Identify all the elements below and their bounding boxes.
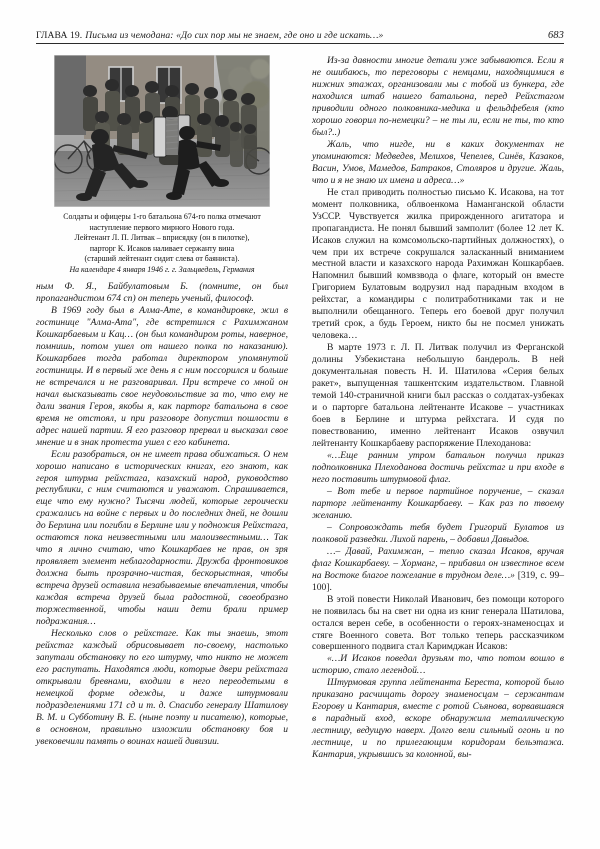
photograph [54, 55, 270, 207]
paragraph: Если разобраться, он не имеет права обижаться. О нем хорошо написано в исторических книгах, его знают, как героя штурма рейхстага, казахский народ, руководство республики, с ним считаются и уважают. Спрашивается, еще что ему нужно? Тысячи людей, которые героически сражались на войне с первых и до последних дней, не дошли до Берлина или погибли в Берлине или у подножия Рейхстага, остаются пока неизвестными или малоизвестными… Так что я лично считаю, что Кошкарбаев не прав, он зря проявляет элемент неблагодарности. Дружба фронтовиков должна быть прозрачно-чистая, бескорыстная, чтобы встреча друзей оставила незабываемые впечатления, чтобы каждая встреча друзей была радостной, своеобразно торжественной, чтобы наши дети брали пример подражания… [36, 448, 288, 628]
caption-line-4: парторг К. Исаков наливает сержанту вина [89, 243, 235, 253]
caption-line-1: Солдаты и офицеры 1-го батальона 674-го полка отмечают [63, 212, 261, 221]
paragraph: – Сопровождать тебя будет Григорий Булатов из полковой разведки. Лихой парень, – добавил Давыдов. [312, 521, 564, 545]
page-number: 683 [547, 30, 564, 41]
paragraph: В марте 1973 г. Л. П. Литвак получил из Ферганской долины Узбекистана небольшую бандероль. В ней документальная повесть Н. И. Шатилова «Серия белых ракет», выпущенная ташкентским издательством. Главной темой 140-страничной книги был рассказ о солдатах-узбеках и о парторге батальона лейтенанте Исакове – участниках боев в Берлине и штурма рейхстага. И судя по повествованию, именно лейтенант Исаков озвучил лейтенанту Кошкарбаеву распоряжение Плеходанова: [312, 342, 564, 449]
running-head [36, 30, 564, 44]
running-head-title: Письма из чемодана: «До сих пор мы не знаем, где оно и где искать…» [85, 30, 384, 41]
caption-line-5: (старший лейтенант сидит слева от баяниста). [84, 254, 240, 263]
paragraph: «…И Исаков поведал друзьям то, что потом вошло в историю, стало легендой… [312, 653, 564, 677]
figure-photo [36, 55, 288, 275]
quote-text: …– Давай, Рахимжан, – тепло сказал Исаков, вручая флаг Кошкарбаеву. – Хорманг, – прибавил он известное всем на Востоке благое пожелание в трудном деле…» [312, 545, 564, 581]
paragraph: – Вот тебе и первое партийное поручение, – сказал парторг лейтенанту Кошкарбаеву. – Как раз по твоему желанию. [312, 485, 564, 521]
caption-line-italic: На календаре 4 января 1946 г. г. Зальцведель, Германия [69, 264, 255, 274]
running-head-left [36, 30, 383, 41]
right-column-text [312, 55, 564, 761]
paragraph: Не стал приводить полностью письмо К. Исакова, на тот момент полковника, облвоенкома Наманганской области УзССР. Чувствуется жилка прирожденного агитатора и пропагандиста. Не понял бывший замполит (более 12 лет К. Исаков служил на комсомольско-партийных должностях), о чем при их встрече сокрушался заласканный вниманием местной власти и казахского народа Рахимжан Кошкарбаев. Напомнил бывший комвзвода о флаге, который он вместе Григорием Булатовым водрузил над парадным входом в рейхстаг, а командиры с политработниками так и не выполнили обещанного. Теперь его боевой друг получил третий срок, а будь Героем, никто бы не посмел унижать человека… [312, 186, 564, 342]
paragraph: Жаль, что нигде, ни в каких документах не упоминаются: Медведев, Мелихов, Чепелев, Синёв, Казаков, Васин, Умов, Мамедов, Батраков, Столяров и другие. Жаль, что и я не знаю их имена и адреса…» [312, 138, 564, 186]
paragraph: В 1969 году был в Алма-Ате, в командировке, жил в гостинице "Алма-Ата", где встретился с Рахимжаном Кошкарбаевым и Кац… (он был командиром роты, наверное, помнишь, потом ушел от нашего полка по наказанию). Кошкарбаев тогда работал директором упомянутой гостиницы. И в первый же день я с ним поссорился и больше не встречался и не разговаривал. При встрече со мной он начал высказывать свое неудовольствие за то, что ему не дали звания Героя, якобы я, как парторг батальона в свое время не отстоял, и при разговоре допустил пошлости в адрес нашей партии. Я его разговор прервал и высказал свое мнение и в знак протеста ушел с его кабинета. [36, 304, 288, 448]
paragraph-with-citation [312, 546, 564, 594]
right-column [312, 55, 564, 835]
paragraph: ным Ф. Я., Байбулатовым Б. (помните, он был пропагандистом 674 сп) он теперь ученый, философ. [36, 281, 288, 304]
paragraph: Несколько слов о рейхстаге. Как ты знаешь, этот рейхстаг каждый обрисовывает по-своему, настолько запутали обстановку по его штурму, что никто не может его распутать. Находятся люди, которые двери рейхстага открывали бревнами, входили в него переодетыми в немецкой форме одежды, и даже штурмовали подразделениями 171 сд и т. д. Спасибо генералу Шатилову В. М. и Субботину В. Е. (ныне поэту и писателю), которые, в основном, правильно изложили обстановку боя и увековечили память о воинах нашей дивизии. [36, 628, 288, 747]
paragraph: «…Еще ранним утром батальон получил приказ подполковника Плеходанова достичь рейхстаг и при входе в него поставить штурмовой флаг. [312, 449, 564, 485]
caption-line-3: Лейтенант Л. П. Литвак – вприсядку (он в пилотке), [74, 233, 250, 242]
left-column [36, 55, 288, 835]
paragraph: Из-за давности многие детали уже забываются. Если я не ошибаюсь, то переговоры с немцами, находящимися в нижних этажах, организовали мы с тобой из бункера, где находился штаб нашего батальона, перед Рейхстагом приводили одного полковника-медика и фельдфебеля (кто хорошо говорил по-немецки? – не ты ли, если не ты, то кто был?..) [312, 55, 564, 138]
left-column-text [36, 281, 288, 748]
caption-line-2: наступление первого мирного Нового года. [89, 222, 235, 232]
paragraph: В этой повести Николай Иванович, без помощи которого не появилась бы на свет ни одна из книг генерала Шатилова, остался верен себе, в особенности о героях-знаменосцах и стяге Военного совета. Вот только теперь рассказчиком совершенного подвига стал Каримджан Исаков: [312, 593, 564, 653]
running-head-chapter: ГЛАВА 19. [36, 30, 83, 41]
figure-caption [36, 212, 288, 275]
citation-reference: [319, с. 99–100]. [312, 569, 564, 593]
two-column-body [36, 55, 564, 835]
paragraph: Штурмовая группа лейтенанта Береста, которой было приказано расчищать дорогу знаменосцам – сержантам Егорову и Кантария, вместе с ротой Съянова, ворвавшаяся в парадный вход, вскоре обнаружила металлическую лестницу, ведущую наверх. Долго вели сильный огонь и по лестнице, и по прилегающим коридорам бельэтажа. Кантария, укрывшись за колонной, вы- [312, 677, 564, 761]
photograph-illustration [54, 55, 270, 207]
